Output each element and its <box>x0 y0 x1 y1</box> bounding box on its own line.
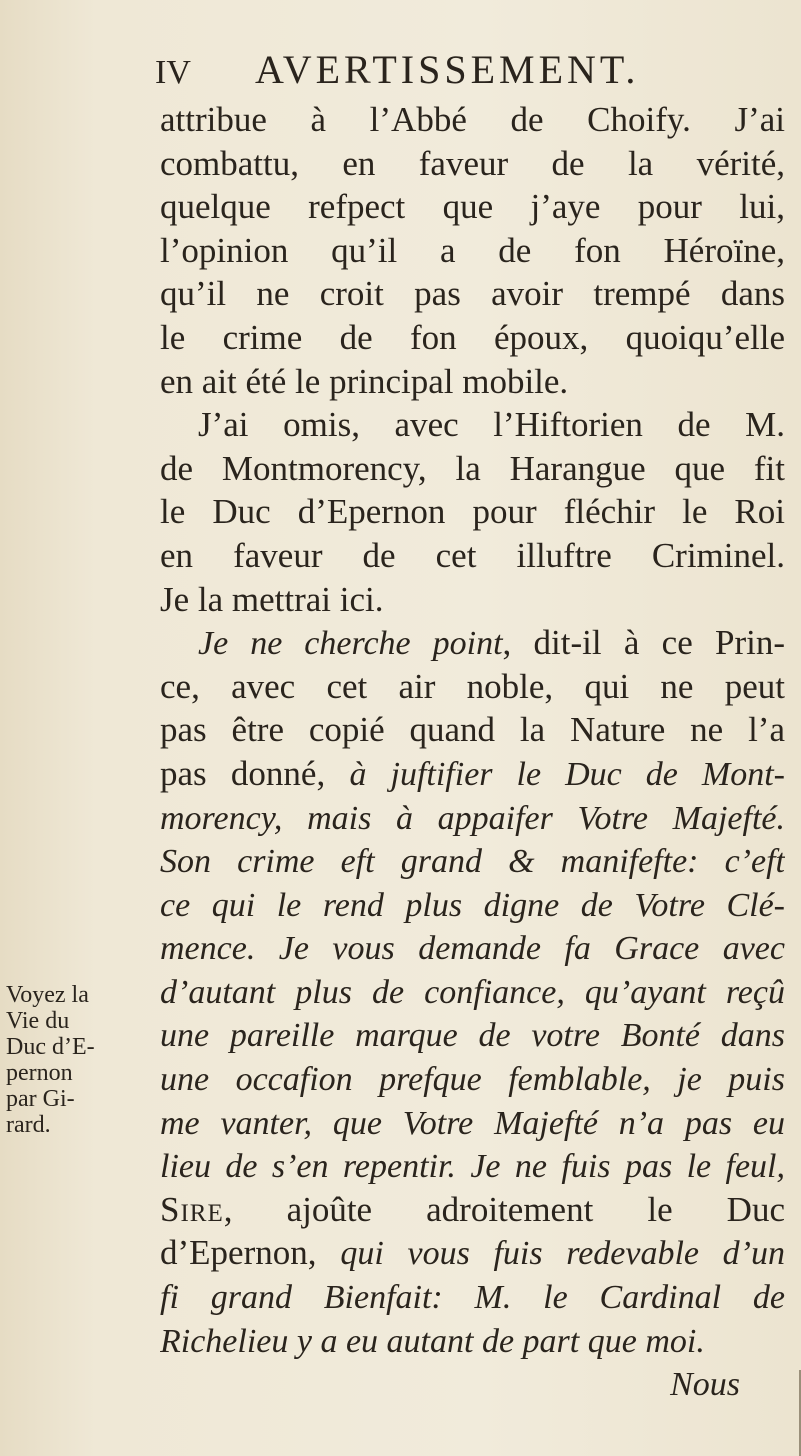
header-title: AVERTISSEMENT. <box>255 47 640 92</box>
text-line <box>160 839 785 883</box>
text-line <box>160 926 785 970</box>
text-line <box>160 142 785 186</box>
text-segment: le Duc d’Epernon pour fléchir le Roi <box>160 492 785 532</box>
text-segment: d’Epernon, <box>160 1233 341 1273</box>
text-segment: le crime de fon époux, quoiqu’elle <box>160 317 785 357</box>
text-segment: Son crime eft grand & manifefte: c’eft <box>160 843 785 881</box>
text-line <box>160 665 785 709</box>
text-segment: Je ne cherche point <box>198 625 503 663</box>
running-header <box>155 42 775 98</box>
text-segment: pas donné, <box>160 753 350 793</box>
text-segment: mence. Je vous demande fa Grace avec <box>160 930 785 968</box>
text-line <box>160 621 785 665</box>
text-segment: Nous <box>670 1366 740 1404</box>
text-segment: une occafion prefque femblable, je puis <box>160 1061 785 1099</box>
margin-note-line: par Gi- <box>6 1086 75 1112</box>
text-segment: de Montmorency, la Harangue que fit <box>160 448 785 488</box>
text-line <box>160 403 785 447</box>
text-line <box>160 1231 785 1275</box>
text-line <box>160 1275 785 1319</box>
text-segment: Richelieu y a eu autant de part que moi. <box>160 1322 705 1360</box>
text-segment: combattu, en faveur de la vérité, <box>160 143 785 183</box>
margin-note-line: Voyez la <box>6 982 89 1008</box>
text-segment: morency, mais à appaifer Votre Majefté. <box>160 799 785 837</box>
text-line <box>160 1057 785 1101</box>
text-line <box>160 970 785 1014</box>
text-line <box>160 883 785 927</box>
text-segment: d’autant plus de confiance, qu’ayant reçû <box>160 973 785 1011</box>
text-line <box>160 98 785 142</box>
text-line <box>160 578 785 622</box>
text-line <box>160 490 785 534</box>
text-line <box>160 185 785 229</box>
margin-note-line: rard. <box>6 1112 51 1138</box>
margin-note <box>6 982 101 1138</box>
text-segment: une pareille marque de votre Bonté dans <box>160 1017 785 1055</box>
text-segment: ce, avec cet air noble, qui ne peut <box>160 666 785 706</box>
text-segment: quelque refpect que j’aye pour lui, <box>160 187 785 227</box>
text-segment: fi grand Bienfait: M. le Cardinal de <box>160 1279 785 1317</box>
text-segment: me vanter, que Votre Majefté n’a pas eu <box>160 1104 785 1142</box>
text-line <box>160 708 785 752</box>
text-line <box>160 447 785 491</box>
text-line <box>160 752 785 796</box>
body-text <box>160 98 785 1406</box>
text-segment: pas être copié quand la Nature ne l’a <box>160 710 785 750</box>
text-line <box>160 316 785 360</box>
margin-note-line: pernon <box>6 1060 73 1086</box>
text-segment: qu’il ne croit pas avoir trempé dans <box>160 274 785 314</box>
text-segment: ce qui le rend plus digne de Votre Clé- <box>160 886 785 924</box>
text-line <box>160 796 785 840</box>
text-segment: , dit-il à ce Prin- <box>502 623 785 663</box>
text-segment: Sire <box>160 1189 224 1229</box>
text-line <box>160 1319 785 1363</box>
text-line <box>160 272 785 316</box>
text-line <box>160 534 785 578</box>
page-number: IV <box>155 54 191 91</box>
text-segment: en ait été le principal mobile. <box>160 361 569 401</box>
text-segment: , ajoûte adroitement le Duc <box>223 1189 785 1229</box>
margin-note-line: Vie du <box>6 1008 70 1034</box>
text-line <box>160 1362 785 1406</box>
text-segment: Je la mettrai ici. <box>160 579 384 619</box>
text-line <box>160 360 785 404</box>
text-line <box>160 1013 785 1057</box>
margin-note-line: Duc d’E- <box>6 1034 95 1060</box>
text-segment: en faveur de cet illuftre Criminel. <box>160 535 785 575</box>
text-line <box>160 1144 785 1188</box>
text-segment: à juftifier le Duc de Mont- <box>349 755 785 793</box>
text-line <box>160 1188 785 1232</box>
text-segment: J’ai omis, avec l’Hiftorien de M. <box>198 405 785 445</box>
text-segment: l’opinion qu’il a de fon Héroïne, <box>160 230 785 270</box>
text-line <box>160 1101 785 1145</box>
text-segment: lieu de s’en repentir. Je ne fuis pas le feul, <box>160 1148 785 1186</box>
text-line <box>160 229 785 273</box>
text-segment: attribue à l’Abbé de Choify. J’ai <box>160 100 785 139</box>
text-segment: qui vous fuis redevable d’un <box>340 1235 785 1273</box>
